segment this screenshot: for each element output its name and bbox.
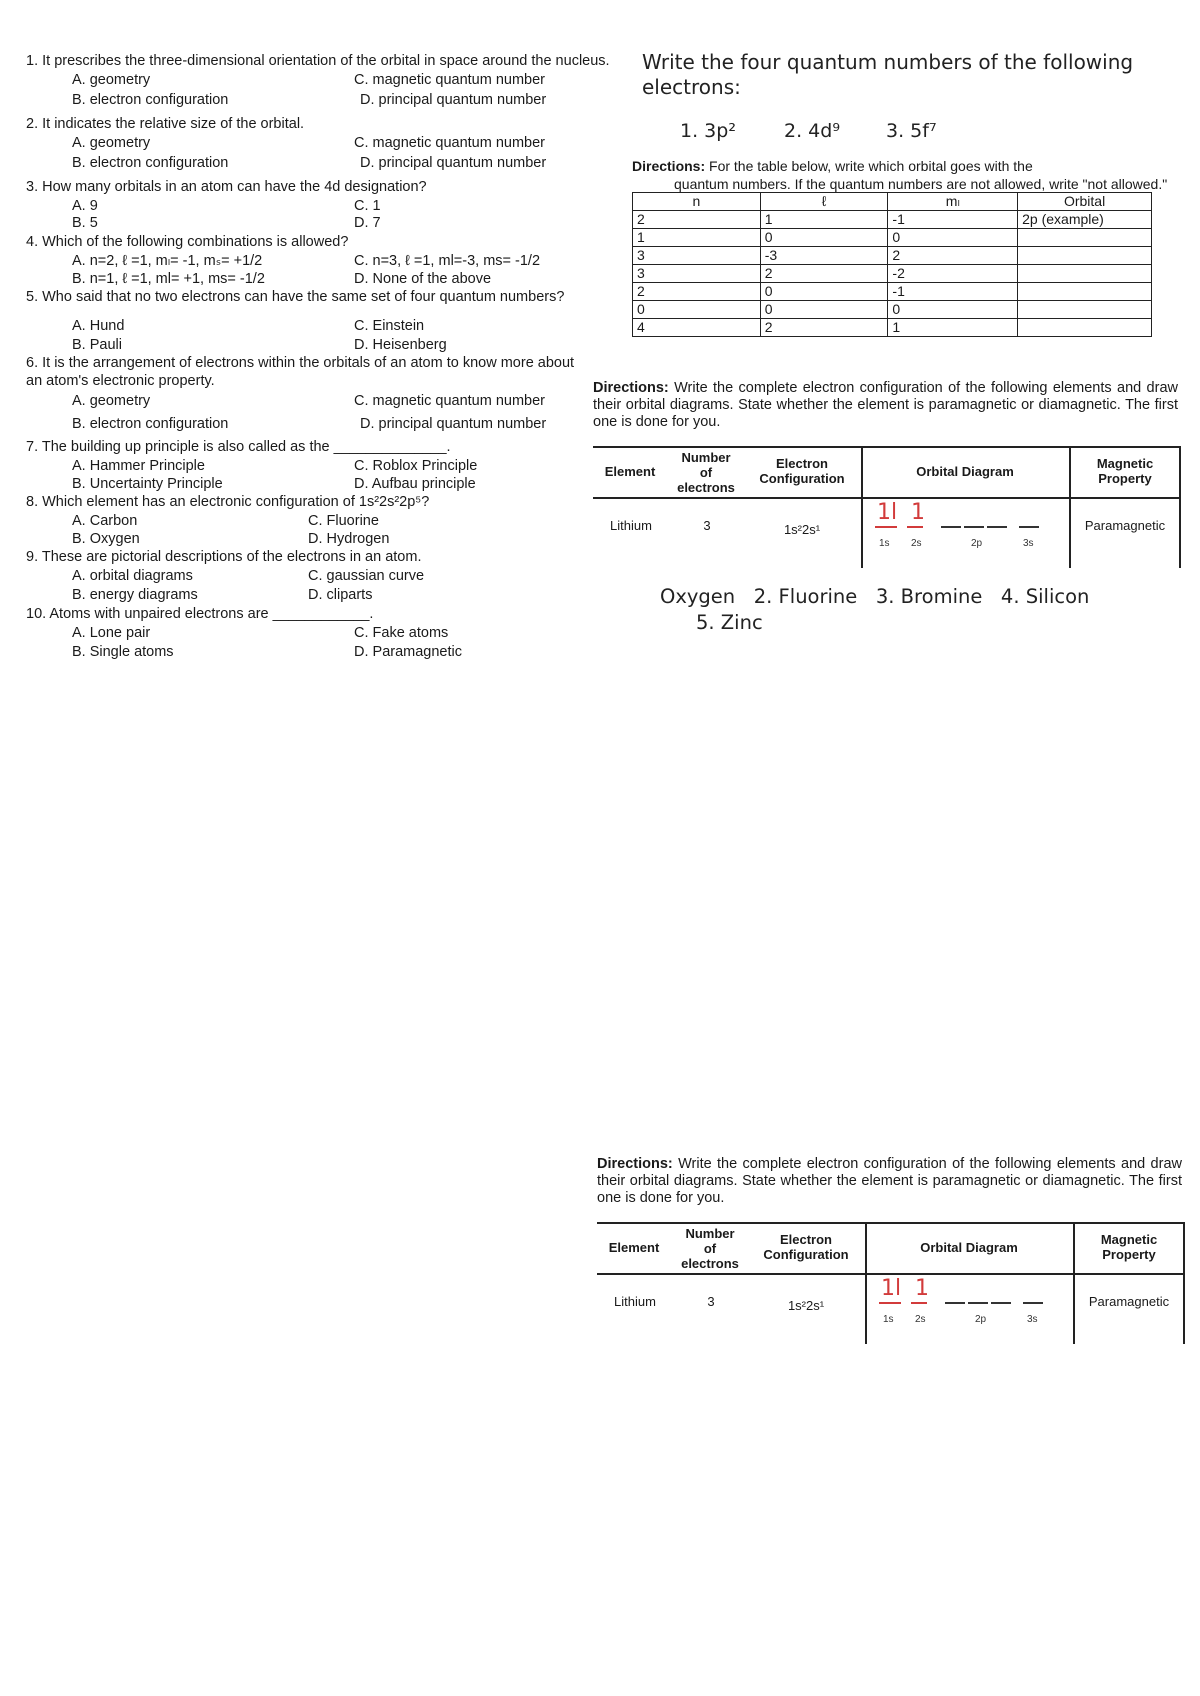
- cell-ml: 1: [888, 319, 1018, 337]
- option-b: B. n=1, ℓ =1, ml= +1, ms= -1/2: [72, 271, 265, 287]
- cell-n: 0: [633, 301, 761, 319]
- cell-n: 2: [633, 283, 761, 301]
- question-stem: 5. Who said that no two electrons can have the same set of four quantum numbers?: [26, 289, 565, 305]
- header-diagram: Orbital Diagram: [920, 1240, 1018, 1255]
- cell-l: 2: [760, 319, 888, 337]
- option-b: B. electron configuration: [72, 155, 229, 171]
- header-orbital: Orbital: [1018, 193, 1152, 211]
- option-c: C. magnetic quantum number: [354, 393, 546, 409]
- label-2s: 2s: [915, 1314, 926, 1325]
- ec-directions-2: [597, 1156, 1182, 1207]
- option-c: C. magnetic quantum number: [354, 72, 546, 88]
- orbital-table-directions: [632, 157, 1172, 193]
- example-magnetic: Paramagnetic: [1088, 1294, 1170, 1309]
- cell-orbital: [1018, 301, 1152, 319]
- option-c: C. n=3, ℓ =1, ml=-3, ms= -1/2: [354, 253, 541, 269]
- option-b: B. electron configuration: [72, 416, 229, 432]
- directions-text: Write the complete electron configuration of the following elements and draw their orbital diagrams. State whether the element is paramagnetic or diamagnetic. The first one is done for you.: [597, 1156, 1182, 1206]
- cell-ml: -2: [888, 265, 1018, 283]
- cell-orbital: 2p (example): [1018, 211, 1152, 229]
- cell-n: 1: [633, 229, 761, 247]
- header-element: Element: [608, 1240, 660, 1255]
- quantum-item-2: 2. 4d⁹: [784, 120, 840, 142]
- option-a: A. Carbon: [72, 513, 138, 529]
- directions-label: Directions:: [593, 380, 669, 396]
- option-d: D. Paramagnetic: [354, 644, 462, 660]
- option-b: B. Uncertainty Principle: [72, 476, 223, 492]
- option-b: B. Pauli: [72, 337, 122, 353]
- quiz-section: [26, 52, 616, 662]
- question-stem: 4. Which of the following combinations is allowed?: [26, 234, 349, 250]
- label-3s: 3s: [1027, 1314, 1038, 1325]
- question-stem: 7. The building up principle is also called as the ______________.: [26, 439, 451, 455]
- question-stem: 1. It prescribes the three-dimensional orientation of the orbital in space around the nucleus.: [26, 53, 610, 69]
- ec-directions: [593, 380, 1178, 431]
- directions-label: Directions:: [597, 1156, 673, 1172]
- directions-label: Directions:: [632, 158, 706, 174]
- cell-l: 2: [760, 265, 888, 283]
- option-b: B. energy diagrams: [72, 587, 198, 603]
- option-c: C. Roblox Principle: [354, 458, 478, 474]
- option-a: A. 9: [72, 198, 98, 214]
- label-1s: 1s: [879, 538, 890, 549]
- element-list-line2: 5. Zinc: [696, 611, 763, 634]
- option-a: A. n=2, ℓ =1, mₗ= -1, mₛ= +1/2: [72, 253, 263, 269]
- table-row: [633, 265, 1152, 283]
- element-list-line1: Oxygen 2. Fluorine 3. Bromine 4. Silicon: [660, 585, 1090, 608]
- cell-l: 0: [760, 301, 888, 319]
- quantum-item-1: 1. 3p²: [680, 120, 736, 142]
- option-c: C. gaussian curve: [308, 568, 425, 584]
- cell-ml: -1: [888, 211, 1018, 229]
- quantum-numbers-items: [680, 120, 937, 142]
- cell-orbital: [1018, 283, 1152, 301]
- option-d: D. 7: [354, 215, 381, 231]
- question-1: [26, 52, 616, 111]
- example-element: Lithium: [610, 518, 652, 533]
- option-b: B. Single atoms: [72, 644, 174, 660]
- table-row: [633, 229, 1152, 247]
- header-config: Electron Configuration: [763, 1232, 849, 1262]
- directions-text: Write the complete electron configuration of the following elements and draw their orbital diagrams. State whether the element is paramagnetic or diamagnetic. The first one is done for you.: [593, 380, 1178, 430]
- question-7: [26, 438, 616, 493]
- example-config: 1s²2s¹: [787, 1298, 825, 1313]
- option-c: C. Fluorine: [308, 513, 379, 529]
- example-magnetic: Paramagnetic: [1084, 518, 1166, 533]
- quantum-item-3: 3. 5f⁷: [886, 120, 937, 142]
- table-row: [633, 247, 1152, 265]
- orbital-box-2s: 1: [915, 1276, 929, 1301]
- directions-text-line2: quantum numbers. If the quantum numbers are not allowed, write "not allowed.": [674, 176, 1168, 192]
- cell-n: 2: [633, 211, 761, 229]
- header-n: n: [633, 193, 761, 211]
- table-row: [633, 283, 1152, 301]
- header-magnetic: Magnetic Property: [1100, 1232, 1158, 1262]
- cell-l: 0: [760, 283, 888, 301]
- ec-table-2: [597, 1222, 1185, 1344]
- header-config: Electron Configuration: [759, 456, 845, 486]
- cell-orbital: [1018, 319, 1152, 337]
- header-element: Element: [604, 464, 656, 479]
- cell-ml: 0: [888, 229, 1018, 247]
- option-a: A. geometry: [72, 72, 151, 88]
- question-9: [26, 548, 616, 605]
- cell-l: 0: [760, 229, 888, 247]
- option-d: D. principal quantum number: [360, 155, 547, 171]
- orbital-box-1s: 1l: [881, 1276, 902, 1301]
- header-l: ℓ: [760, 193, 888, 211]
- header-diagram: Orbital Diagram: [916, 464, 1014, 479]
- header-magnetic: Magnetic Property: [1096, 456, 1154, 486]
- label-1s: 1s: [883, 1314, 894, 1325]
- option-b: B. electron configuration: [72, 92, 229, 108]
- option-c: C. Einstein: [354, 318, 425, 334]
- table-row: [633, 301, 1152, 319]
- cell-l: 1: [760, 211, 888, 229]
- table-row: [633, 211, 1152, 229]
- option-a: A. Lone pair: [72, 625, 151, 641]
- cell-n: 3: [633, 265, 761, 283]
- directions-text: For the table below, write which orbital goes with the: [705, 158, 1033, 174]
- cell-ml: 2: [888, 247, 1018, 265]
- table-header-row: [633, 193, 1152, 211]
- question-stem: 3. How many orbitals in an atom can have the 4d designation?: [26, 179, 427, 195]
- element-list: [660, 584, 1089, 636]
- header-number: Number of electrons: [681, 1226, 739, 1271]
- label-2p: 2p: [975, 1314, 987, 1325]
- label-3s: 3s: [1023, 538, 1034, 549]
- option-a: A. orbital diagrams: [72, 568, 193, 584]
- header-number: Number of electrons: [677, 450, 735, 495]
- question-stem: 2. It indicates the relative size of the orbital.: [26, 116, 305, 132]
- option-b: B. 5: [72, 215, 98, 231]
- question-10: [26, 605, 616, 662]
- cell-n: 3: [633, 247, 761, 265]
- option-a: A. Hund: [72, 318, 125, 334]
- question-5: [26, 288, 616, 354]
- example-number: 3: [707, 1294, 715, 1309]
- quantum-numbers-title: Write the four quantum numbers of the following electrons:: [642, 50, 1134, 99]
- question-stem: 10. Atoms with unpaired electrons are ____________.: [26, 606, 374, 622]
- option-a: A. Hammer Principle: [72, 458, 205, 474]
- ec-table: [593, 446, 1181, 568]
- option-c: C. 1: [354, 198, 381, 214]
- question-6: [26, 354, 616, 438]
- cell-orbital: [1018, 229, 1152, 247]
- option-a: A. geometry: [72, 393, 151, 409]
- option-c: C. magnetic quantum number: [354, 135, 546, 151]
- example-config: 1s²2s¹: [783, 522, 821, 537]
- cell-l: -3: [760, 247, 888, 265]
- question-stem: 8. Which element has an electronic configuration of 1s²2s²2p⁵?: [26, 494, 430, 510]
- option-d: D. None of the above: [354, 271, 492, 287]
- option-d: D. cliparts: [308, 587, 373, 603]
- option-b: B. Oxygen: [72, 531, 140, 547]
- example-number: 3: [703, 518, 711, 533]
- label-2p: 2p: [971, 538, 983, 549]
- question-stem: 9. These are pictorial descriptions of the electrons in an atom.: [26, 549, 422, 565]
- option-d: D. Hydrogen: [308, 531, 390, 547]
- question-2: [26, 115, 616, 174]
- option-d: D. Aufbau principle: [354, 476, 476, 492]
- cell-orbital: [1018, 247, 1152, 265]
- question-stem: 6. It is the arrangement of electrons within the orbitals of an atom to know more about an atom's electronic property.: [26, 355, 575, 389]
- option-a: A. geometry: [72, 135, 151, 151]
- option-c: C. Fake atoms: [354, 625, 449, 641]
- cell-ml: 0: [888, 301, 1018, 319]
- table-row: [633, 319, 1152, 337]
- label-2s: 2s: [911, 538, 922, 549]
- option-d: D. principal quantum number: [360, 92, 547, 108]
- example-element: Lithium: [614, 1294, 656, 1309]
- header-ml: mₗ: [888, 193, 1018, 211]
- cell-n: 4: [633, 319, 761, 337]
- cell-ml: -1: [888, 283, 1018, 301]
- cell-orbital: [1018, 265, 1152, 283]
- question-3: [26, 178, 616, 233]
- orbital-box-2s: 1: [911, 500, 925, 525]
- orbital-table: [632, 192, 1152, 337]
- question-8: [26, 493, 616, 548]
- option-d: D. principal quantum number: [360, 416, 547, 432]
- orbital-box-1s: 1l: [877, 500, 898, 525]
- question-4: [26, 233, 616, 288]
- option-d: D. Heisenberg: [354, 337, 447, 353]
